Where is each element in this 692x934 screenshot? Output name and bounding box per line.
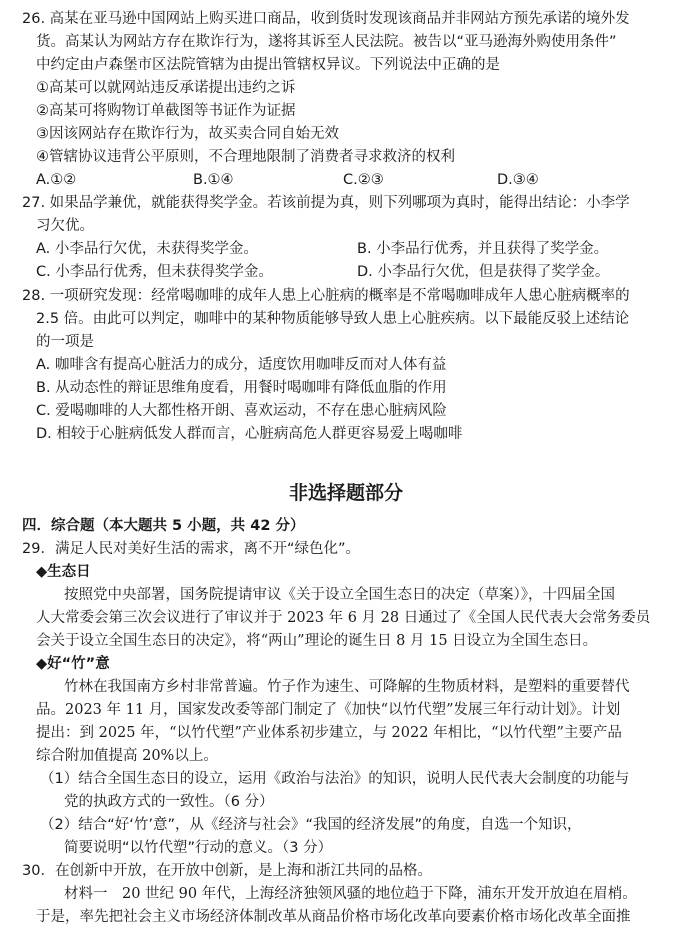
section-title: 非选择题部分 [288, 482, 403, 504]
q30-intro: 30．在创新中开放，在开放中创新，是上海和浙江共同的品格。 [22, 863, 432, 879]
q29-question-1-line-2: 党的执政方式的一致性。（6 分） [64, 794, 274, 810]
q28-option-b: B. 从动态性的辩证思维角度看，用餐时喝咖啡有降低血脂的作用 [36, 380, 447, 396]
q29-subtitle-bamboo: ◆好“竹”意 [36, 656, 110, 672]
q26-statement-1: ①高某可以就网站违反承诺提出违约之诉 [36, 80, 296, 96]
q30-material1-line-2: 于是，率先把社会主义市场经济体制改革从商品价格市场化改革向要素价格市场化改革全面推 [36, 909, 631, 925]
q28-line-1: 28. 一项研究发现：经常喝咖啡的成年人患上心脏病的概率是不常喝咖啡成年人患心脏病概率的 [22, 288, 630, 304]
q29-material2-line-3: 提出：到 2025 年，“以竹代塑”产业体系初步建立，与 2022 年相比，“以竹代塑”主要产品 [36, 725, 622, 741]
q28-line-2: 2.5 倍。由此可以判定，咖啡中的某种物质能够导致人患上心脏疾病。以下最能反驳上述结论 [36, 311, 630, 327]
q27-line-2: 习欠优。 [36, 218, 94, 234]
q26-option-a: A.①② [36, 172, 77, 188]
q29-question-1-line-1: （1）结合全国生态日的设立，运用《政治与法治》的知识，说明人民代表大会制度的功能与 [40, 771, 630, 787]
q29-question-2-line-1: （2）结合“好‘竹’意”，从《经济与社会》“我国的经济发展”的角度，自选一个知识， [40, 817, 582, 833]
q26-line-3: 中约定由卢森堡市区法院管辖为由提出管辖权异议。下列说法中正确的是 [36, 57, 500, 73]
q28-option-a: A. 咖啡含有提高心脏活力的成分，适度饮用咖啡反而对人体有益 [36, 357, 447, 373]
q26-option-d: D.③④ [497, 172, 539, 188]
q27-option-d: D. 小李品行欠优，但是获得了奖学金。 [357, 264, 610, 280]
q29-material1-line-2: 人大常委会第三次会议进行了审议并于 2023 年 6 月 28 日通过了《全国人民代表大会常务委员 [36, 610, 651, 626]
q28-line-3: 的一项是 [36, 334, 94, 350]
q28-option-d: D. 相较于心脏病低发人群而言，心脏病高危人群更容易爱上喝咖啡 [36, 426, 463, 442]
q27-option-a: A. 小李品行欠优，未获得奖学金。 [36, 241, 258, 257]
q29-subtitle-ecology-day: ◆生态日 [36, 564, 91, 580]
q29-material1-line-1: 按照党中央部署，国务院提请审议《关于设立全国生态日的决定（草案）》，十四届全国 [64, 587, 615, 603]
q26-line-2: 货。高某认为网站方存在欺诈行为，遂将其诉至人民法院。被告以“亚马逊海外购使用条件” [36, 34, 617, 50]
part4-header: 四．综合题（本大题共 5 小题，共 42 分） [22, 518, 305, 534]
q30-material1-line-1: 材料一 20 世纪 90 年代，上海经济独领风骚的地位趋于下降，浦东开发开放迫在眉梢。 [64, 886, 637, 902]
q29-question-2-line-2: 简要说明“以竹代塑”行动的意义。（3 分） [64, 840, 333, 856]
q27-line-1: 27. 如果品学兼优，就能获得奖学金。若该前提为真，则下列哪项为真时，能得出结论：小李学 [22, 195, 630, 211]
q26-option-c: C.②③ [343, 172, 384, 188]
q29-material2-line-4: 综合附加值提高 20%以上。 [36, 748, 218, 764]
q26-statement-4: ④管辖协议违背公平原则，不合理地限制了消费者寻求救济的权利 [36, 149, 455, 165]
q26-option-b: B.①④ [193, 172, 234, 188]
q26-line-1: 26. 高某在亚马逊中国网站上购买进口商品，收到货时发现该商品并非网站方预先承诺的境外发 [22, 11, 630, 27]
q29-material1-line-3: 会关于设立全国生态日的决定》，将“两山”理论的诞生日 8 月 15 日设立为全国生态日。 [36, 633, 598, 649]
q29-intro: 29．满足人民对美好生活的需求，离不开“绿色化”。 [22, 541, 360, 557]
q29-material2-line-2: 品。2023 年 11 月，国家发改委等部门制定了《加快“以竹代塑”发展三年行动计划》。计划 [36, 702, 621, 718]
q26-statement-3: ③因该网站存在欺诈行为，故买卖合同自始无效 [36, 126, 339, 142]
q29-material2-line-1: 竹林在我国南方乡村非常普遍。竹子作为速生、可降解的生物质材料，是塑料的重要替代 [64, 679, 630, 695]
q26-statement-2: ②高某可将购物订单截图等书证作为证据 [36, 103, 296, 119]
q27-option-b: B. 小李品行优秀，并且获得了奖学金。 [357, 241, 609, 257]
q28-option-c: C. 爱喝咖啡的人大都性格开朗、喜欢运动，不存在患心脏病风险 [36, 403, 447, 419]
q27-option-c: C. 小李品行优秀，但未获得奖学金。 [36, 264, 273, 280]
